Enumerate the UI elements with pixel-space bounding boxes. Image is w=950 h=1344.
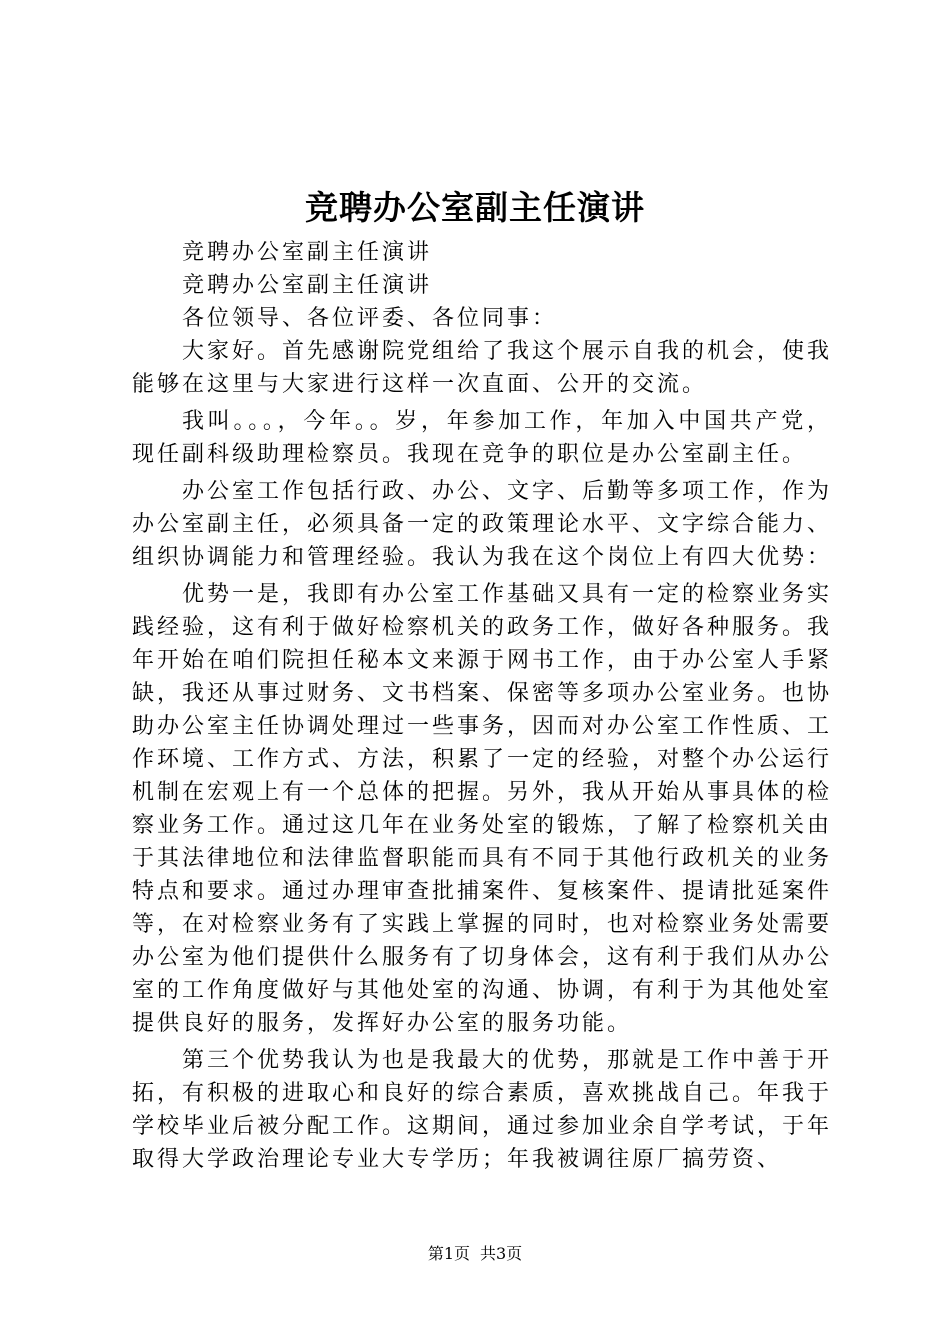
paragraph-office-duties: 办公室工作包括行政、办公、文字、后勤等多项工作，作为办公室副主任，必须具备一定的政策理论水平、文字综合能力、组织协调能力和管理经验。我认为我在这个岗位上有四大优势：	[132, 479, 833, 570]
paragraph-subtitle-2: 竞聘办公室副主任演讲	[182, 273, 433, 298]
paragraph-salutation: 各位领导、各位评委、各位同事：	[182, 306, 558, 331]
document-body	[132, 236, 832, 1176]
page-footer	[0, 1243, 950, 1265]
paragraph-subtitle-1: 竞聘办公室副主任演讲	[182, 240, 433, 265]
page-total: 共3页	[480, 1244, 523, 1263]
document-title: 竞聘办公室副主任演讲	[305, 188, 645, 227]
page-number: 第1页	[427, 1244, 470, 1263]
paragraph-self-introduction: 我叫。。。，今年。。岁，年参加工作，年加入中国共产党，现任副科级助理检察员。我现在竞争的职位是办公室副主任。	[132, 409, 832, 467]
paragraph-advantage-three: 第三个优势我认为也是我最大的优势，那就是工作中善于开拓，有积极的进取心和良好的综合素质，喜欢挑战自己。年我于学校毕业后被分配工作。这期间，通过参加业余自学考试，于年取得大学政治理论专业大专学历；年我被调往原厂搞劳资、	[132, 1048, 833, 1172]
paragraph-greeting: 大家好。首先感谢院党组给了我这个展示自我的机会，使我能够在这里与大家进行这样一次直面、公开的交流。	[132, 339, 833, 397]
paragraph-advantage-one: 优势一是，我即有办公室工作基础又具有一定的检察业务实践经验，这有利于做好检察机关的政务工作，做好各种服务。我年开始在咱们院担任秘本文来源于网书工作，由于办公室人手紧缺，我还从事过财务、文书档案、保密等多项办公室业务。也协助办公室主任协调处理过一些事务，因而对办公室工作性质、工作环境、工作方式、方法，积累了一定的经验，对整个办公运行机制在宏观上有一个总体的把握。另外，我从开始从事具体的检察业务工作。通过这几年在业务处室的锻炼，了解了检察机关由于其法律地位和法律监督职能而具有不同于其他行政机关的业务特点和要求。通过办理审查批捕案件、复核案件、提请批延案件等，在对检察业务有了实践上掌握的同时，也对检察业务处需要办公室为他们提供什么服务有了切身体会，这有利于我们从办公室的工作角度做好与其他处室的沟通、协调，有利于为其他处室提供良好的服务，发挥好办公室的服务功能。	[132, 582, 833, 1036]
